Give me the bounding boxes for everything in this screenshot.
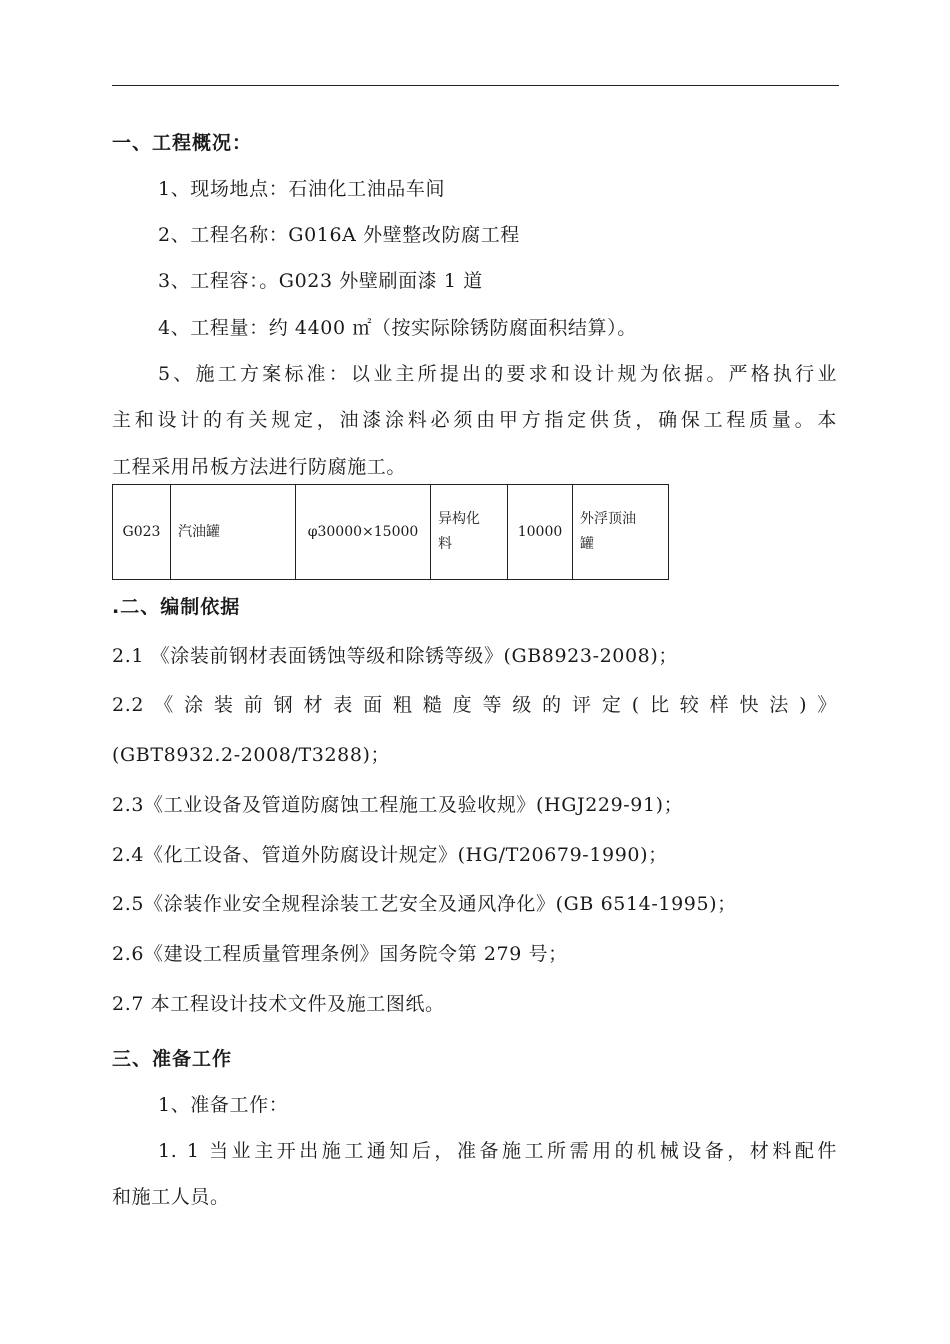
table-cell-type-line-1: 外浮顶油 <box>580 511 636 527</box>
table-cell-volume: 10000 <box>508 485 573 580</box>
prep-item-1-1-line-1: 1. 1 当业主开出施工通知后，准备施工所需用的机械设备，材料配件 <box>158 1140 837 1162</box>
tank-table <box>112 484 669 580</box>
basis-2-7: 2.7 本工程设计技术文件及施工图纸。 <box>112 993 445 1015</box>
table-cell-medium-line-1: 异构化 <box>438 511 480 527</box>
basis-2-1: 2.1 《涂装前钢材表面锈蚀等级和除锈等级》(GB8923-2008)； <box>112 645 678 667</box>
project-name: 2、工程名称：G016A 外壁整改防腐工程 <box>158 224 520 246</box>
table-cell-type-line-2: 罐 <box>580 536 594 552</box>
table-cell-medium-line-2: 料 <box>438 536 452 552</box>
section-1-heading: 一、工程概况： <box>112 132 253 154</box>
project-quantity: 4、工程量：约 4400 ㎡（按实际除锈防腐面积结算）。 <box>158 317 637 339</box>
basis-2-3: 2.3《工业设备及管道防腐蚀工程施工及验收规》(HGJ229-91)； <box>112 794 684 816</box>
basis-2-2-line-2: (GBT8932.2-2008/T3288)； <box>112 744 391 766</box>
table-cell-dimensions: φ30000×15000 <box>296 485 431 580</box>
section-2-heading: .二、编制依据 <box>112 596 241 618</box>
header-rule <box>112 85 839 86</box>
section-3-heading: 三、准备工作 <box>112 1048 233 1070</box>
basis-2-4: 2.4《化工设备、管道外防腐设计规定》(HG/T20679-1990)； <box>112 844 668 866</box>
basis-2-5: 2.5《涂装作业安全规程涂装工艺安全及通风净化》(GB 6514-1995)； <box>112 893 737 915</box>
site-location: 1、现场地点：石油化工油品车间 <box>158 178 446 200</box>
table-row <box>113 485 669 580</box>
table-cell-medium <box>431 485 508 580</box>
table-cell-id: G023 <box>113 485 171 580</box>
construction-standard-line-1: 5、施工方案标准：以业主所提出的要求和设计规为依据。严格执行业 <box>158 363 837 385</box>
project-content: 3、工程容：。G023 外壁刷面漆 1 道 <box>158 270 483 292</box>
prep-item-1-1-line-2: 和施工人员。 <box>112 1186 230 1208</box>
construction-standard-line-3: 工程采用吊板方法进行防腐施工。 <box>112 456 407 478</box>
table-cell-type <box>573 485 669 580</box>
prep-item-1: 1、准备工作： <box>158 1094 289 1116</box>
construction-standard-line-2: 主和设计的有关规定，油漆涂料必须由甲方指定供货，确保工程质量。本 <box>112 409 837 431</box>
table-cell-name: 汽油罐 <box>171 485 296 580</box>
basis-2-6: 2.6《建设工程质量管理条例》国务院令第 279 号； <box>112 943 568 965</box>
basis-2-2-line-1: 2.2《涂装前钢材表面粗糙度等级的评定(比较样快法)》 <box>112 694 837 716</box>
